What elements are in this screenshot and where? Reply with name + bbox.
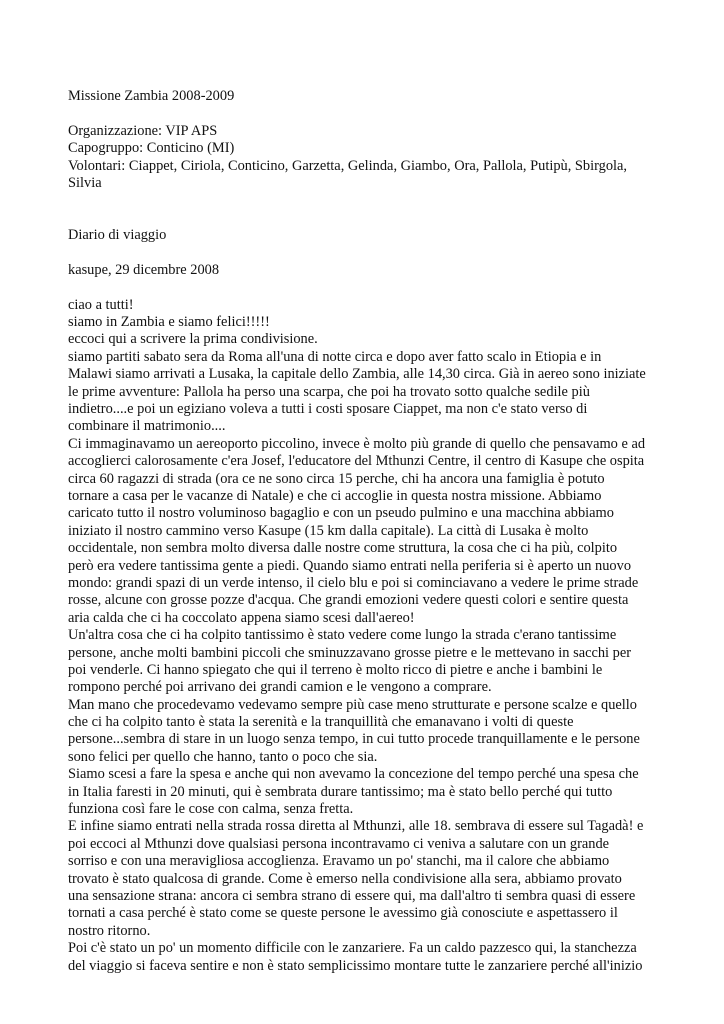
spacer [68,192,668,227]
body-line: aria calda che ci ha coccolato appena siamo scesi dall'aereo! [68,609,415,626]
body-line: tornati a casa perché è stato come se queste persone le avessimo già conosciute e aspettassero il [68,905,618,922]
body-line: le prime avventure: Pallola ha perso una scarpa, che poi ha trovato sotto qualche sedile più [68,383,590,400]
body-line: caricato tutto il nostro voluminoso bagaglio e con un pseudo pulmino e una macchina abbiamo [68,505,614,522]
body-line: Man mano che procedevamo vedevamo sempre più case meno strutturate e persone scalze e quello [68,696,637,713]
body-line: sorriso e con una meravigliosa accoglienza. Eravamo un po' stanchi, ma il calore che abbiamo [68,853,610,870]
body-line: in Italia faresti in 20 minuti, qui è sembrata durare tantissimo; ma è stato bello perché qui tutto [68,783,613,800]
body-line: Poi c'è stato un po' un momento difficile con le zanzariere. Fa un caldo pazzesco qui, la stanchezza [68,940,637,957]
body-line: indietro....e poi un egiziano voleva a tutti i costi sposare Ciappet, ma non c'e stato verso di [68,401,588,418]
section-title: Diario di viaggio [68,227,167,244]
body-line: iniziato il nostro cammino verso Kasupe (15 km dalla capitale). La città di Lusaka è molto [68,522,589,539]
document-page [68,88,668,975]
body-line: Siamo scesi a fare la spesa e anche qui non avevamo la concezione del tempo perché una spesa che [68,766,639,783]
body-line: funziona così fare le cose con calma, senza fretta. [68,801,354,818]
body-line: nostro ritorno. [68,922,151,939]
body-line: trovato è stato qualcosa di grande. Come è emerso nella condivisione alla sera, abbiamo provato [68,870,622,887]
body-line: rosse, alcune con grosse pozze d'acqua. Che grandi emozioni vedere questi colori e sentire questa [68,592,629,609]
body-line: sono felici per quello che hanno, tanto o poco che sia. [68,748,378,765]
body-line: persone, anche molti bambini piccoli che sminuzzavano grosse pietre e le mettevano in sacchi per [68,644,632,661]
entry-date: kasupe, 29 dicembre 2008 [68,261,220,278]
body-line: poi venderle. Ci hanno spiegato che qui il terreno è molto ricco di pietre e anche i bambini le [68,661,603,678]
body-line: siamo in Zambia e siamo felici!!!!! [68,314,270,331]
volunteers-line: Silvia [68,174,102,191]
body-line: mondo: grandi spazi di un verde intenso, il cielo blu e poi si cominciavano a vedere le prime strade [68,574,639,591]
body-line: poi eccoci al Mthunzi dove qualsiasi persona incontravamo ci veniva a salutare con un grande [68,835,610,852]
body-line: combinare il matrimonio.... [68,418,226,435]
body-line: Un'altra cosa che ci ha colpito tantissimo è stato vedere come lungo la strada c'erano tantissime [68,627,617,644]
body-line: tornare a casa per le vacanze di Natale) e che ci accoglie in questa nostra missione. Abbiamo [68,488,602,504]
body-line: Ci immaginavamo un aereoporto piccolino, invece è molto più grande di quello che pensavamo e ad [68,435,646,452]
body-line: circa 60 ragazzi di strada (ora ce ne sono circa 15 perche, chi ha ancora una famiglia è potuto [68,470,605,487]
organization-line: Organizzazione: VIP APS [68,122,218,139]
body-line: ciao a tutti! [68,296,134,313]
body-line: del viaggio si faceva sentire e non è stato semplicissimo montare tutte le zanzariere perché all'inizio [68,957,643,974]
body-line: occidentale, non sembra molto diversa dalle nostre come struttura, la cosa che ci ha più, colpito [68,540,618,557]
body-line: Malawi siamo arrivati a Lusaka, la capitale dello Zambia, alle 14,30 circa. Già in aereo sono iniziate [68,366,646,383]
body-line: però era vedere tantissima gente a piedi. Quando siamo entrati nella periferia si è aperto un nuovo [68,557,632,574]
body-line: accoglierci calorosamente c'era Josef, l'educatore del Mthunzi Centre, il centro di Kasupe che ospita [68,453,645,470]
document-title: Missione Zambia 2008-2009 [68,88,235,104]
diary-body [68,297,668,975]
volunteers-line: Volontari: Ciappet, Ciriola, Conticino, Garzetta, Gelinda, Giambo, Ora, Pallola, Putipù, Sbirgola, [68,157,628,174]
body-line: persone...sembra di stare in un luogo senza tempo, in cui tutto procede tranquillamente e le persone [68,731,640,748]
body-line: rompono perché poi arrivano dei grandi camion e le vengono a comprare. [68,679,492,696]
body-line: E infine siamo entrati nella strada rossa diretta al Mthunzi, alle 18. sembrava di essere sul Tagadà! e [68,818,644,835]
spacer [68,279,668,296]
body-line: che ci ha colpito tanto è stata la serenità e la tranquillità che emanavano i volti di queste [68,714,574,731]
body-line: eccoci qui a scrivere la prima condivisione. [68,331,318,348]
spacer [68,105,668,122]
group-leader-line: Capogruppo: Conticino (MI) [68,140,235,157]
body-line: siamo partiti sabato sera da Roma all'una di notte circa e dopo aver fatto scalo in Etiopia e in [68,348,602,365]
spacer [68,245,668,262]
body-line: una sensazione strana: ancora ci sembra strano di essere qui, ma dall'altro ti sembra quasi di essere [68,887,636,904]
